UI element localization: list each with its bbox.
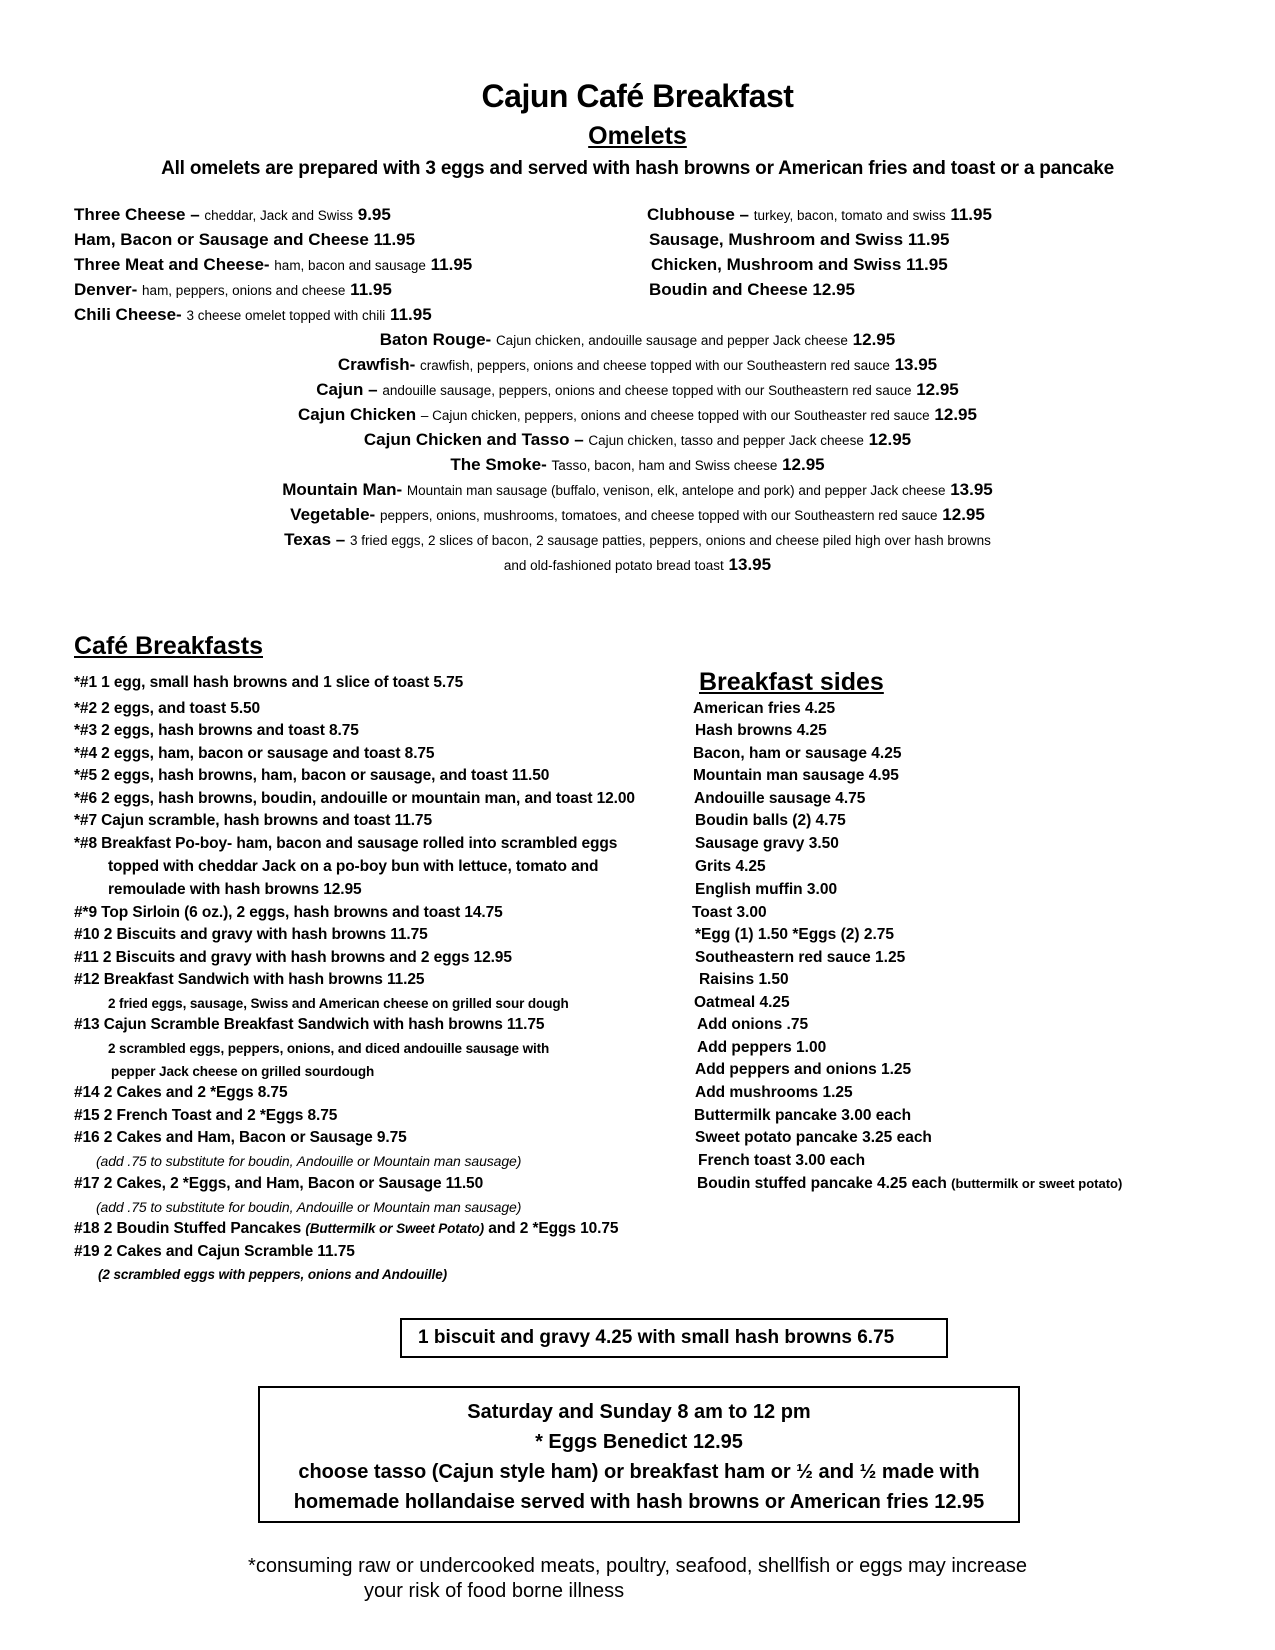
breakfast-item-detail (108, 995, 569, 1013)
breakfast-item: *#6 2 eggs, hash browns, boudin, andouille or mountain man, and toast 12.00 (74, 790, 635, 807)
omelet-price: 13.95 (950, 480, 993, 499)
breakfast-item-note (96, 1153, 521, 1171)
omelet-item (649, 230, 949, 250)
side-item: Add onions .75 (697, 1016, 809, 1033)
omelet-name: Cajun Chicken (298, 405, 417, 424)
omelet-desc: crawfish, peppers, onions and cheese topped with our Southeastern red sauce (420, 358, 890, 373)
omelet-name: Three Meat and Cheese- (74, 255, 270, 274)
omelet-item (0, 455, 1275, 475)
breakfast-item: #16 2 Cakes and Ham, Bacon or Sausage 9.75 (74, 1129, 407, 1146)
omelet-price: 12.95 (934, 405, 977, 424)
omelet-item (74, 305, 432, 325)
omelet-desc: ham, peppers, onions and cheese (142, 283, 346, 298)
omelet-name: Boudin and Cheese 12.95 (649, 280, 855, 299)
omelet-desc: Mountain man sausage (buffalo, venison, elk, antelope and pork) and pepper Jack cheese (406, 483, 946, 498)
omelet-price: 9.95 (357, 205, 391, 224)
side-item: Raisins 1.50 (699, 971, 789, 988)
omelet-desc: turkey, bacon, tomato and swiss (753, 208, 946, 223)
side-item: English muffin 3.00 (695, 881, 838, 898)
side-item: Boudin balls (2) 4.75 (695, 812, 846, 829)
breakfast-item: #*9 Top Sirloin (6 oz.), 2 eggs, hash browns and toast 14.75 (74, 904, 503, 921)
omelet-desc: cheddar, Jack and Swiss (204, 208, 354, 223)
breakfast-item-continued: remoulade with hash browns 12.95 (108, 881, 362, 898)
omelet-desc: Cajun chicken, tasso and pepper Jack cheese (588, 433, 864, 448)
side-item-option: (buttermilk or sweet potato) (951, 1176, 1123, 1191)
omelet-price: 12.95 (868, 430, 912, 449)
omelet-price: 12.95 (916, 380, 959, 399)
breakfast-item-note-text: (add .75 to substitute for boudin, Andouille or Mountain man sausage) (96, 1153, 522, 1169)
omelet-item (0, 530, 1275, 550)
side-item: *Egg (1) 1.50 *Eggs (2) 2.75 (695, 926, 894, 943)
breakfast-item-detail-text: 2 scrambled eggs, peppers, onions, and diced andouille sausage with (108, 1041, 550, 1056)
omelet-item (74, 280, 392, 300)
omelet-price: 13.95 (894, 355, 938, 374)
breakfast-item: #13 Cajun Scramble Breakfast Sandwich with hash browns 11.75 (74, 1016, 545, 1033)
omelet-name: The Smoke- (450, 455, 547, 474)
breakfast-item-note-text: (2 scrambled eggs with peppers, onions and Andouille) (98, 1267, 447, 1282)
weekend-hours: Saturday and Sunday 8 am to 12 pm (467, 1401, 811, 1423)
consumer-advisory: *consuming raw or undercooked meats, poultry, seafood, shellfish or eggs may increase (248, 1555, 1027, 1577)
side-item: American fries 4.25 (693, 700, 836, 717)
omelet-price: 13.95 (728, 555, 772, 574)
omelet-desc: and old-fashioned potato bread toast (503, 558, 724, 573)
omelet-name: Crawfish- (337, 355, 416, 374)
breakfast-item: *#2 2 eggs, and toast 5.50 (74, 700, 261, 717)
omelet-item (0, 330, 1275, 350)
omelet-name: Clubhouse – (647, 205, 750, 224)
omelet-name: Sausage, Mushroom and Swiss 11.95 (649, 230, 950, 249)
side-item: Andouille sausage 4.75 (694, 790, 866, 807)
side-item: Oatmeal 4.25 (694, 994, 790, 1011)
omelet-item (0, 480, 1275, 500)
side-item: Sweet potato pancake 3.25 each (695, 1129, 932, 1146)
omelet-item (0, 505, 1275, 525)
omelet-item (651, 255, 948, 275)
omelet-desc: – Cajun chicken, peppers, onions and cheese topped with our Southeaster red sauce (420, 408, 930, 423)
omelet-name: Texas – (284, 530, 346, 549)
omelet-item (647, 205, 992, 225)
omelet-desc: Tasso, bacon, ham and Swiss cheese (551, 458, 778, 473)
side-item: Bacon, ham or sausage 4.25 (693, 745, 902, 762)
omelet-item (0, 405, 1275, 425)
side-item: Toast 3.00 (692, 904, 767, 921)
omelet-item (74, 230, 415, 250)
omelet-price: 11.95 (390, 305, 432, 324)
omelet-name: Denver- (74, 280, 138, 299)
breakfast-item: #17 2 Cakes, 2 *Eggs, and Ham, Bacon or Sausage 11.50 (74, 1175, 484, 1192)
breakfast-sides-heading: Breakfast sides (699, 668, 884, 696)
breakfast-item-note-text: (add .75 to substitute for boudin, Andouille or Mountain man sausage) (96, 1199, 522, 1215)
breakfast-item-note (98, 1266, 447, 1284)
omelet-desc: 3 fried eggs, 2 slices of bacon, 2 sausage patties, peppers, onions and cheese piled high over hash browns (349, 533, 991, 548)
breakfast-item: #11 2 Biscuits and gravy with hash browns and 2 eggs 12.95 (74, 949, 512, 966)
weekend-special-box (258, 1386, 1020, 1523)
omelet-desc: Cajun chicken, andouille sausage and pepper Jack cheese (495, 333, 848, 348)
breakfast-item-detail (108, 1040, 549, 1058)
side-item: Add peppers and onions 1.25 (695, 1061, 912, 1078)
breakfast-item: #14 2 Cakes and 2 *Eggs 8.75 (74, 1084, 288, 1101)
omelet-desc: peppers, onions, mushrooms, tomatoes, and cheese topped with our Southeastern red sauce (379, 508, 938, 523)
side-item (697, 1175, 1122, 1193)
breakfast-item-detail (111, 1063, 374, 1081)
omelets-subheading: All omelets are prepared with 3 eggs and served with hash browns or American fries and toast or a pancake (161, 158, 1114, 179)
omelet-name: Chili Cheese- (74, 305, 182, 324)
side-item: Add mushrooms 1.25 (695, 1084, 853, 1101)
omelet-name: Baton Rouge- (379, 330, 492, 349)
breakfast-item: #10 2 Biscuits and gravy with hash browns 11.75 (74, 926, 428, 943)
omelet-desc: 3 cheese omelet topped with chili (186, 308, 386, 323)
omelet-item (649, 280, 855, 300)
omelet-item-continued (0, 555, 1275, 575)
omelet-name: Mountain Man- (282, 480, 403, 499)
breakfast-item-detail-text: 2 fried eggs, sausage, Swiss and American cheese on grilled sour dough (108, 996, 569, 1011)
omelet-item (74, 205, 391, 225)
omelet-name: Three Cheese – (74, 205, 200, 224)
breakfast-item-name: #18 2 Boudin Stuffed Pancakes (74, 1220, 302, 1237)
breakfast-item-note (96, 1199, 521, 1217)
omelets-heading: Omelets (588, 122, 687, 150)
breakfast-item: *#5 2 eggs, hash browns, ham, bacon or sausage, and toast 11.50 (74, 767, 550, 784)
omelet-desc: ham, bacon and sausage (274, 258, 426, 273)
eggs-benedict-desc: choose tasso (Cajun style ham) or breakfast ham or ½ and ½ made with (298, 1461, 980, 1483)
page-title: Cajun Café Breakfast (481, 78, 794, 114)
breakfast-item: *#3 2 eggs, hash browns and toast 8.75 (74, 722, 359, 739)
breakfast-item (74, 1220, 618, 1238)
breakfast-item: *#7 Cajun scramble, hash browns and toast 11.75 (74, 812, 432, 829)
side-item: Grits 4.25 (695, 858, 766, 875)
omelet-item (0, 430, 1275, 450)
omelet-name: Cajun Chicken and Tasso – (363, 430, 584, 449)
omelet-price: 12.95 (782, 455, 825, 474)
omelet-name: Cajun – (316, 380, 378, 399)
side-item: Add peppers 1.00 (697, 1039, 827, 1056)
omelet-name: Chicken, Mushroom and Swiss 11.95 (651, 255, 948, 274)
breakfast-item: #19 2 Cakes and Cajun Scramble 11.75 (74, 1243, 355, 1260)
eggs-benedict-price: * Eggs Benedict 12.95 (535, 1431, 743, 1453)
omelet-item (74, 255, 472, 275)
breakfast-item: *#1 1 egg, small hash browns and 1 slice of toast 5.75 (74, 674, 464, 691)
omelet-name: Ham, Bacon or Sausage and Cheese 11.95 (74, 230, 416, 249)
omelet-price: 11.95 (430, 255, 473, 274)
omelet-price: 11.95 (950, 205, 992, 224)
consumer-advisory-2: your risk of food borne illness (364, 1580, 625, 1602)
breakfast-item: *#4 2 eggs, ham, bacon or sausage and toast 8.75 (74, 745, 435, 762)
breakfast-item: #15 2 French Toast and 2 *Eggs 8.75 (74, 1107, 338, 1124)
breakfast-item-option: (Buttermilk or Sweet Potato) (305, 1221, 485, 1236)
omelet-price: 12.95 (942, 505, 985, 524)
side-item: Mountain man sausage 4.95 (693, 767, 899, 784)
side-item: Sausage gravy 3.50 (695, 835, 839, 852)
omelet-price: 11.95 (350, 280, 392, 299)
omelet-desc: andouille sausage, peppers, onions and cheese topped with our Southeastern red sauce (382, 383, 912, 398)
breakfast-item-continued: topped with cheddar Jack on a po-boy bun with lettuce, tomato and (108, 858, 599, 875)
eggs-benedict-desc-2: homemade hollandaise served with hash browns or American fries 12.95 (293, 1491, 985, 1513)
omelet-price: 12.95 (852, 330, 896, 349)
breakfast-item: *#8 Breakfast Po-boy- ham, bacon and sausage rolled into scrambled eggs (74, 835, 618, 852)
side-item: Buttermilk pancake 3.00 each (694, 1107, 912, 1124)
side-item: French toast 3.00 each (698, 1152, 866, 1169)
biscuit-gravy-box: 1 biscuit and gravy 4.25 with small hash browns 6.75 (400, 1318, 948, 1358)
omelet-name: Vegetable- (290, 505, 376, 524)
breakfast-item: #12 Breakfast Sandwich with hash browns 11.25 (74, 971, 425, 988)
breakfast-item-detail-text: pepper Jack cheese on grilled sourdough (111, 1064, 375, 1079)
omelet-item (0, 380, 1275, 400)
side-item: Hash browns 4.25 (695, 722, 827, 739)
cafe-breakfasts-heading: Café Breakfasts (74, 632, 263, 660)
side-item: Southeastern red sauce 1.25 (695, 949, 906, 966)
side-item-name: Boudin stuffed pancake 4.25 each (697, 1175, 947, 1192)
breakfast-item-price: and 2 *Eggs 10.75 (488, 1220, 619, 1237)
omelet-item (0, 355, 1275, 375)
